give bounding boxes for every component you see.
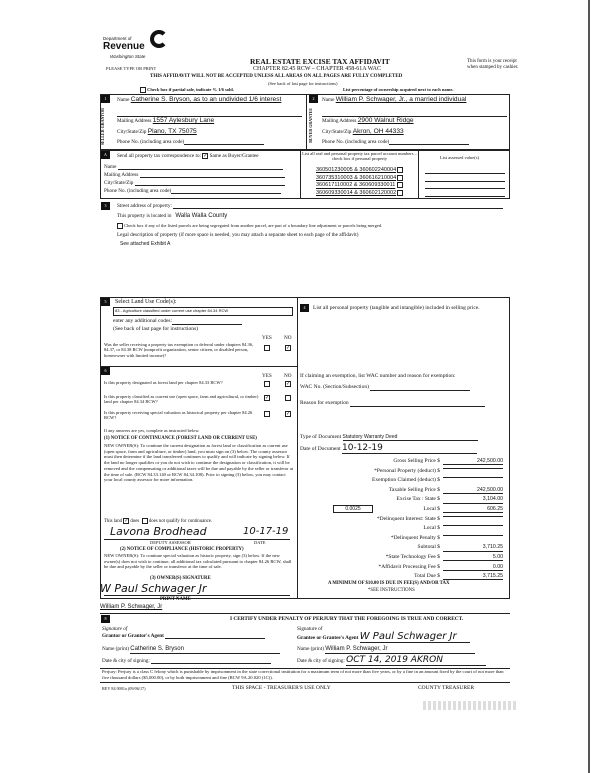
section-a-badge: A: [101, 151, 110, 159]
assessed-value-field[interactable]: [425, 173, 505, 174]
land-use-title: Select Land Use Code(s):: [115, 299, 177, 305]
tax-row-label: Local $: [423, 506, 440, 512]
historic-yes-checkbox[interactable]: [264, 411, 270, 417]
tax-row-label: Subtotal $: [417, 544, 440, 551]
forest-question: Is this property designated as forest land per chapter 84.33 RCW?: [104, 380, 223, 385]
reason-field[interactable]: Reason for exemption: [300, 400, 485, 407]
exemption-label: If claiming an exemption, list WAC number and reason for exemption:: [300, 373, 456, 379]
please-type: PLEASE TYPE OR PRINT: [106, 66, 157, 71]
historic-no-checkbox[interactable]: ✓: [286, 411, 291, 417]
section-6-badge: 6: [101, 367, 110, 375]
corr-name-field[interactable]: Name: [104, 164, 283, 170]
doc-date-field[interactable]: Date of Document 10-12-19: [300, 444, 477, 454]
corr-city-field[interactable]: City/State/Zip: [104, 180, 285, 186]
section-3-badge: 3: [101, 202, 110, 210]
continuance-option: This land ✓ does does not qualify for continuance.: [104, 518, 213, 525]
parcel-item[interactable]: 360617110002 & 360609330011: [316, 182, 403, 189]
print-name-label: PRINT NAME: [160, 597, 191, 602]
parcel-item[interactable]: 360501230005 & 360602240004: [316, 167, 403, 174]
buyer-address-field[interactable]: Mailing Address 2900 Walnut Ridge: [322, 117, 414, 124]
segregate-option[interactable]: Check box if any of the listed parcels are being segregated from another parcel, are part of a boundary line adjustment or parcels being merged.: [117, 223, 382, 229]
see-instructions: *SEE INSTRUCTIONS: [368, 588, 415, 593]
parcels-header: List all real and personal property tax parcel account numbers – check box if personal property: [302, 151, 417, 162]
grantee-sig-label: Signature of: [297, 626, 323, 632]
buyer-phone-field[interactable]: Phone No. (including area code): [322, 139, 469, 145]
section-5-badge: 5: [101, 298, 110, 306]
current-use-question: Is this property classified as current use (open space, farm and agricultural, or timber) land per chapter 84.34 RCW?: [104, 394, 259, 405]
personal-property-checkbox[interactable]: [397, 190, 403, 196]
grantor-name-field[interactable]: Name (print) Catherine S. Bryson: [102, 646, 280, 654]
partial-sale[interactable]: Check box if partial sale, indicate % 1/6 sold.: [140, 87, 234, 93]
grantor-signature-field[interactable]: Grantor or Grantor's Agent: [102, 633, 265, 639]
section-2-badge: 2: [309, 95, 318, 103]
forest-yes-checkbox[interactable]: [264, 381, 270, 387]
corr-address-field[interactable]: Mailing Address: [104, 172, 285, 178]
tax-row-value[interactable]: 5.00: [443, 554, 503, 561]
current-use-no-checkbox[interactable]: [285, 395, 291, 401]
tax-row-label: *Personal Property (deduct) $: [374, 467, 440, 474]
no-header: NO: [284, 335, 292, 341]
grantee-signature-field[interactable]: Grantee or Grantee's Agent W Paul Schwager Jr: [297, 632, 470, 643]
see-back: (See back of last page for instructions): [268, 81, 338, 86]
tax-row-value[interactable]: 3,715.25: [443, 573, 503, 580]
tax-row-label: *State Technology Fee $: [385, 554, 440, 560]
tax-row-label: Taxable Selling Price $: [388, 486, 440, 493]
exempt-question: Was the seller receiving a property tax exemption or deferral under chapters 84.36, 84.37, or 84.38 RCW (nonprofit organization, senior citizen, or disabled person, homeowner with limited income)?: [104, 342, 254, 358]
tax-row-label: Total Due $: [414, 573, 440, 580]
receipt-note: This form is your receipt: [467, 59, 517, 64]
does-not-checkbox[interactable]: [142, 518, 148, 524]
logo-dept: Department of: [103, 36, 132, 41]
owner-signature: W Paul Schwager Jr: [100, 582, 207, 595]
local-rate-box[interactable]: 0.0025: [333, 505, 373, 513]
assessed-value-field[interactable]: [425, 181, 505, 182]
tax-row-value[interactable]: 242,500.00: [443, 458, 503, 465]
warning: THIS AFFIDAVIT WILL NOT BE ACCEPTED UNLESS ALL AREAS ON ALL PAGES ARE FULLY COMPLETED: [150, 74, 403, 79]
tax-row-value[interactable]: 242,500.00: [443, 487, 503, 494]
county-treasurer: COUNTY TREASURER: [418, 685, 475, 691]
yes-header: YES: [262, 335, 272, 341]
doc-type-field[interactable]: Type of Document Statutory Warranty Deed: [300, 434, 478, 441]
treasurer-use: THIS SPACE - TREASURER'S USE ONLY: [232, 685, 331, 691]
grantee-date-field[interactable]: Date & city of signing: OCT 14, 2019 AKRON: [297, 656, 486, 666]
notice-1-text: NEW OWNER(S): To continue the current designation as forest land or classification as current use (open space, farm and agriculture, or timber) land, you must sign on (3) below. The county assessor must then determine if the land transferred continues to qualify and will indicate by signing below. If the land no longer qualifies or you do not wish to continue the designation or classification, it will be removed and the compensating or additional taxes will be due and payable by the seller or transferor at the time of sale. (RCW 84.33.140 or RCW 84.34.108). Prior to signing (3) below, you may contact your local county assessor for more information.: [104, 443, 294, 483]
yes-header-2: YES: [262, 373, 272, 379]
notice-2-text: NEW OWNER(S): To continue special valuation as historic property, sign (3) below. If the new owner(s) does not wish to continue, all additional tax calculated pursuant to chapter 84.26 RCW, shall be due and payable by the seller or transferor at the time of sale.: [104, 553, 292, 570]
tax-row-value[interactable]: [443, 477, 503, 478]
parcel-item[interactable]: 360735310003 & 360616210004: [316, 175, 403, 182]
legal-description: See attached Exhibit A: [120, 241, 171, 247]
if-yes-note: If any answers are yes, complete as instructed below.: [104, 428, 200, 433]
tax-row-label: Exemption Claimed (deduct) $: [372, 477, 440, 484]
grantee-name-field[interactable]: Name (print) William P. Schwager, Jr: [297, 646, 475, 654]
logo-state: Washington State: [110, 54, 146, 59]
section-1-badge: 1: [101, 95, 110, 103]
tax-row-label: *Affidavit Processing Fee $: [378, 563, 440, 570]
exempt-no-checkbox[interactable]: ✓: [286, 345, 291, 351]
buyer-label: BUYER GRANTEE: [308, 108, 313, 143]
tax-row-value[interactable]: [443, 525, 503, 526]
tax-row-value[interactable]: [443, 468, 503, 469]
segregate-checkbox[interactable]: [117, 223, 123, 229]
form-title: REAL ESTATE EXCISE TAX AFFIDAVIT: [250, 57, 390, 66]
tax-row-value[interactable]: 3,104.00: [443, 496, 503, 503]
tax-row-label: Local $: [423, 525, 440, 532]
personal-property-label: List all personal property (tangible and intangible) included in selling price.: [313, 305, 480, 311]
additional-codes[interactable]: enter any additional codes:: [113, 318, 242, 325]
forest-no-checkbox[interactable]: ✓: [286, 381, 291, 387]
receipt-note-2: when stamped by cashier.: [467, 65, 519, 70]
tax-row-value[interactable]: 3,710.25: [443, 544, 503, 551]
same-as-buyer-checkbox[interactable]: ✓: [203, 153, 208, 159]
personal-property-checkbox[interactable]: [397, 182, 403, 188]
county-field: This property is located in Walla Walla County: [117, 213, 228, 219]
assessor-signature: Lavona Brodhead: [110, 525, 207, 538]
rev-number: REV 84 0001a (09/06/17): [102, 686, 146, 691]
tax-row-label: *Delinquent Penalty $: [390, 534, 440, 541]
owner-print-name: William P. Schwager, Jr: [100, 604, 163, 610]
buyer-city-field[interactable]: City/State/Zip Akron, OH 44333: [322, 128, 404, 135]
revenue-logo-icon: [150, 30, 168, 48]
does-checkbox[interactable]: ✓: [124, 518, 129, 524]
personal-property-checkbox[interactable]: [397, 175, 403, 181]
seller-address-field[interactable]: Mailing Address 1557 Aylesbury Lane: [117, 117, 215, 124]
legal-label: Legal description of property (if more space is needed, you may attach a separate sheet to each page of the affidavit): [117, 232, 359, 238]
current-use-yes-checkbox[interactable]: ✓: [265, 395, 270, 401]
seller-label: SELLER GRANTOR: [100, 108, 105, 146]
tax-row-label: *Delinquent Interest: State $: [376, 515, 440, 522]
tax-row-value[interactable]: [443, 535, 503, 536]
deputy-assessor-label: DEPUTY ASSESSOR: [150, 540, 191, 545]
assessor-date: 10-17-19: [243, 526, 289, 537]
notice-1-title: (1) NOTICE OF CONTINUANCE (FOREST LAND OR CURRENT USE): [104, 436, 257, 441]
section-4-badge: 4: [300, 304, 309, 312]
seller-city-field[interactable]: City/State/Zip Plano, TX 75075: [117, 128, 197, 135]
seller-phone-field[interactable]: Phone No. (including area code): [117, 139, 264, 145]
notice-2-title: (2) NOTICE OF COMPLIANCE (HISTORIC PROPERTY): [120, 547, 244, 552]
no-header-2: NO: [284, 373, 292, 379]
logo-name: Revenue: [103, 41, 145, 52]
percentage-note: List percentage of ownership acquired next to each name.: [343, 87, 454, 92]
personal-property-checkbox[interactable]: [397, 167, 403, 173]
seller-name-field[interactable]: Name Catherine S. Bryson, as to an undivided 1/6 interest: [117, 96, 282, 103]
section-8-badge: 8: [101, 615, 110, 623]
corr-phone-field[interactable]: Phone No. (including area code): [104, 188, 281, 194]
grantor-sig-label: Signature of: [102, 626, 128, 632]
date-label: DATE: [254, 540, 266, 545]
correspondence-label: Send all property tax correspondence to: ✓ Same as Buyer/Grantee: [117, 153, 259, 160]
exempt-yes-checkbox[interactable]: [264, 345, 270, 351]
land-use-select[interactable]: 83 - Agriculture classified under current use chapter 84.34 RCW: [113, 307, 293, 316]
tax-row-value[interactable]: 606.25: [443, 506, 503, 513]
form-chapter: CHAPTER 82.45 RCW – CHAPTER 458-61A WAC: [253, 66, 381, 72]
notice-3-title: (3) OWNER(S) SIGNATURE: [150, 576, 211, 581]
assessed-value-field[interactable]: [425, 188, 505, 189]
parcel-item[interactable]: 360609330014 & 360602120002: [316, 190, 403, 197]
certify-statement: I CERTIFY UNDER PENALTY OF PERJURY THAT THE FOREGOING IS TRUE AND CORRECT.: [230, 616, 464, 622]
tax-row-label: Gross Selling Price $: [393, 458, 440, 464]
faint-stamp: [423, 701, 518, 710]
partial-sale-checkbox[interactable]: [140, 87, 146, 93]
tax-row-value[interactable]: [443, 516, 503, 517]
tax-row-value[interactable]: 0.00: [443, 564, 503, 571]
buyer-name-field[interactable]: Name William P. Schwager, Jr., a married individual: [322, 96, 467, 103]
tax-row-label: Excise Tax : State $: [396, 496, 440, 503]
street-field[interactable]: Street address of property:: [117, 203, 503, 209]
minimum-note: A MINIMUM OF $10.00 IS DUE IN FEE(S) AND/OR TAX: [328, 581, 450, 586]
grantor-date-field[interactable]: Date & city of signing:: [102, 658, 271, 664]
wac-field[interactable]: WAC No. (Section/Subsection): [300, 384, 470, 391]
assessed-value-field[interactable]: [425, 196, 505, 197]
land-use-see-back: (See back of last page for instructions): [113, 326, 198, 332]
assessed-header: List assessed value(s): [440, 155, 479, 160]
historic-question: Is this property receiving special valuation as historical property per chapter 84.26 RCW?: [104, 410, 253, 421]
perjury-note: Perjury: Perjury is a class C felony which is punishable by imprisonment in the state correctional institution for a maximum term of not more than five years, or by a fine in an amount fixed by the court of not more than five thousand dollars ($5,000.00), or by both imprisonment and fine (RCW 9A.20.020 (1C)).: [102, 669, 504, 680]
